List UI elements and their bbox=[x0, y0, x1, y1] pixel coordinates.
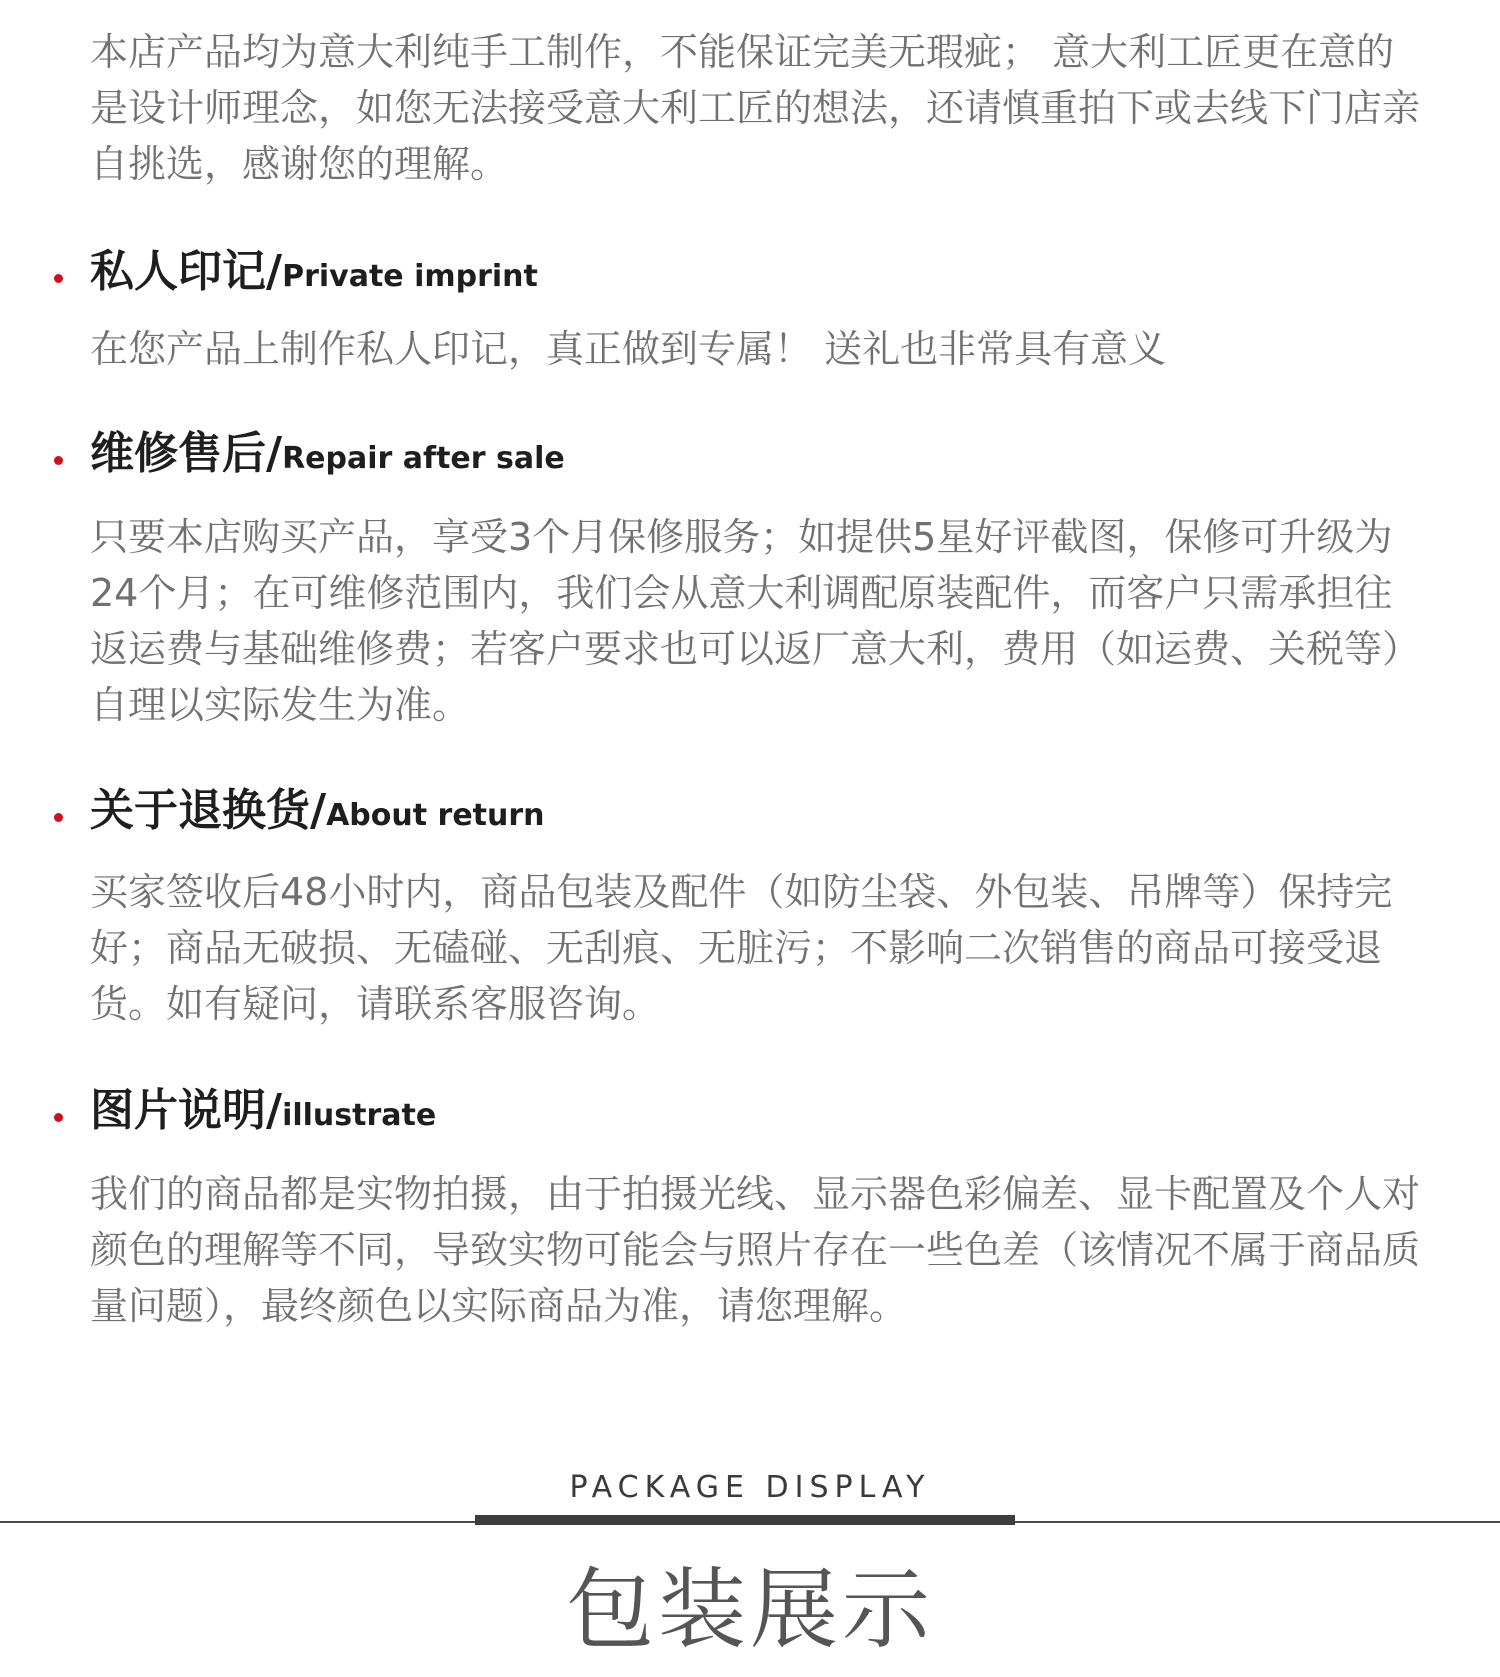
heading-en: Repair after sale bbox=[282, 441, 565, 476]
section-heading bbox=[90, 428, 565, 479]
package-label-en: PACKAGE DISPLAY bbox=[569, 1470, 931, 1505]
heading-cn: 图片说明/ bbox=[90, 1085, 283, 1136]
red-bullet-icon bbox=[54, 813, 63, 822]
section-heading bbox=[90, 246, 538, 297]
divider-accent-bar bbox=[475, 1515, 1015, 1525]
section-body: 只要本店购买产品，享受3个月保修服务；如提供5星好评截图，保修可升级为24个月；在可维修范围内，我们会从意大利调配原装配件，而客户只需承担往返运费与基础维修费；若客户要求也可以返厂意大利，费用（如运费、关税等）自理以实际发生为准。 bbox=[90, 515, 1421, 727]
heading-cn: 关于退换货/ bbox=[90, 785, 327, 836]
section-body: 我们的商品都是实物拍摄，由于拍摄光线、显示器色彩偏差、显卡配置及个人对颜色的理解等不同，导致实物可能会与照片存在一些色差（该情况不属于商品质量问题），最终颜色以实际商品为准，请您理解。 bbox=[90, 1172, 1421, 1328]
heading-en: Private imprint bbox=[282, 259, 538, 294]
section-heading bbox=[90, 1085, 437, 1136]
heading-cn: 维修售后/ bbox=[90, 428, 283, 479]
red-bullet-icon bbox=[54, 274, 63, 283]
section-heading bbox=[90, 785, 545, 836]
red-bullet-icon bbox=[54, 456, 63, 465]
section-body: 买家签收后48小时内，商品包装及配件（如防尘袋、外包装、吊牌等）保持完好；商品无破损、无磕碰、无刮痕、无脏污；不影响二次销售的商品可接受退货。如有疑问，请联系客服咨询。 bbox=[90, 870, 1393, 1026]
heading-en: illustrate bbox=[282, 1098, 437, 1133]
heading-en: About return bbox=[326, 798, 545, 833]
section-body: 在您产品上制作私人印记，真正做到专属！ 送礼也非常具有意义 bbox=[90, 327, 1167, 371]
intro-paragraph: 本店产品均为意大利纯手工制作，不能保证完美无瑕疵； 意大利工匠更在意的是设计师理念，如您无法接受意大利工匠的想法，还请慎重拍下或去线下门店亲自挑选，感谢您的理解。 bbox=[90, 30, 1421, 186]
package-title-cn: 包装展示 bbox=[565, 1558, 934, 1661]
red-bullet-icon bbox=[54, 1113, 63, 1122]
heading-cn: 私人印记/ bbox=[90, 246, 283, 297]
